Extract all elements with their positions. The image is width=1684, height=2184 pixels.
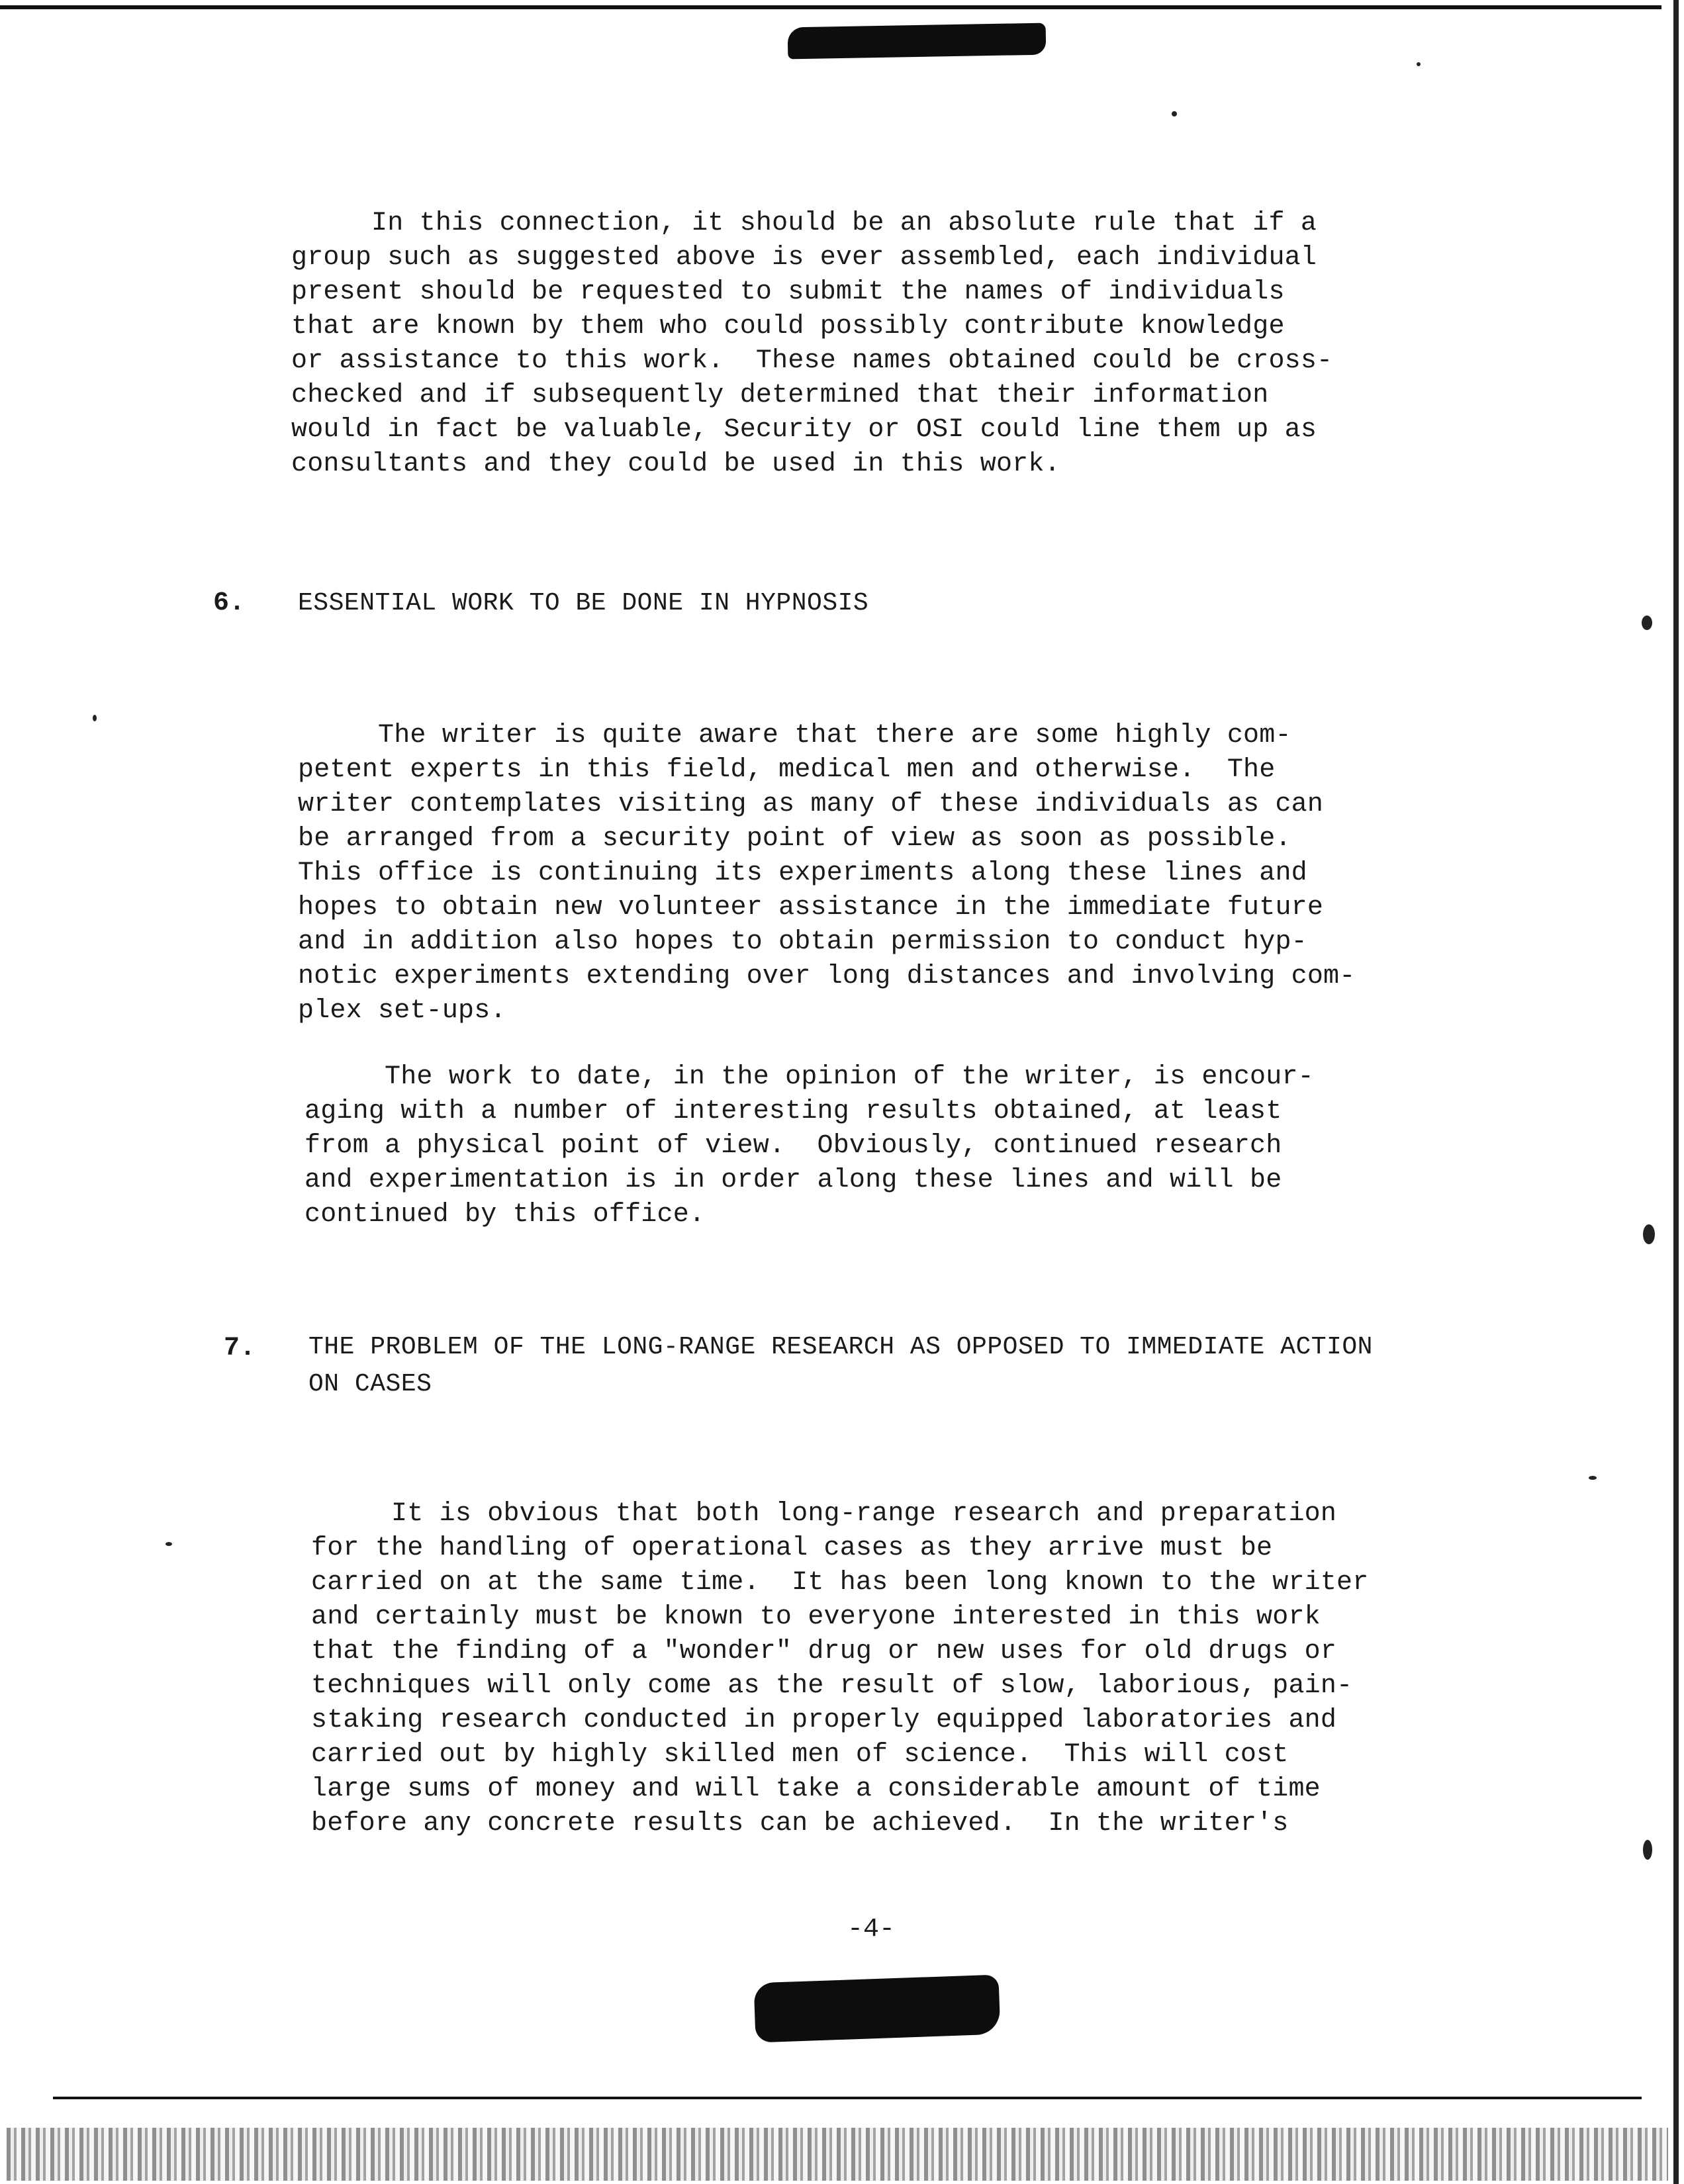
paragraph-line: and in addition also hopes to obtain permission to conduct hyp- xyxy=(298,927,1307,957)
paragraph-line: from a physical point of view. Obviously, continued research xyxy=(304,1131,1282,1161)
paragraph-line: that are known by them who could possibly contribute knowledge xyxy=(291,312,1285,341)
scan-speck xyxy=(1417,62,1421,66)
paragraph-line: This office is continuing its experiments along these lines and xyxy=(298,858,1307,888)
redaction-mark-bottom xyxy=(754,1975,1001,2043)
scan-speck xyxy=(1643,1840,1652,1860)
paragraph-line: aging with a number of interesting results obtained, at least xyxy=(304,1097,1282,1126)
paragraph-line: for the handling of operational cases as they arrive must be xyxy=(311,1533,1273,1563)
scan-speck xyxy=(1172,111,1177,116)
page-number: -4- xyxy=(847,1915,896,1944)
paragraph-line: carried on at the same time. It has been long known to the writer xyxy=(311,1568,1369,1598)
section-number: 7. xyxy=(224,1334,256,1363)
paragraph-line: The work to date, in the opinion of the writer, is encour- xyxy=(304,1062,1314,1092)
section-heading-continued: ON CASES xyxy=(308,1370,432,1398)
paragraph-line: The writer is quite aware that there are some highly com- xyxy=(298,721,1291,751)
paragraph-line: petent experts in this field, medical men and otherwise. The xyxy=(298,755,1276,785)
paragraph-line: would in fact be valuable, Security or OSI could line them up as xyxy=(291,415,1317,445)
redaction-mark-top xyxy=(788,23,1047,60)
paragraph-line: consultants and they could be used in this work. xyxy=(291,449,1060,479)
right-edge-scan-border xyxy=(1673,0,1679,2184)
section-heading: THE PROBLEM OF THE LONG-RANGE RESEARCH AS OPPOSED TO IMMEDIATE ACTION xyxy=(308,1333,1373,1361)
paragraph-line: large sums of money and will take a considerable amount of time xyxy=(311,1774,1321,1804)
paragraph-line: It is obvious that both long-range research and preparation xyxy=(311,1499,1337,1529)
paragraph-line: notic experiments extending over long distances and involving com- xyxy=(298,962,1356,991)
paragraph-line: or assistance to this work. These names obtained could be cross- xyxy=(291,346,1333,376)
scan-speck xyxy=(165,1542,172,1546)
paragraph-line: and experimentation is in order along these lines and will be xyxy=(304,1165,1282,1195)
top-rule xyxy=(0,5,1661,9)
paragraph-line: checked and if subsequently determined that their information xyxy=(291,381,1269,410)
paragraph-line: group such as suggested above is ever assembled, each individual xyxy=(291,243,1317,273)
section-number: 6. xyxy=(213,588,246,618)
scan-speck xyxy=(1642,615,1652,630)
paragraph-line: before any concrete results can be achieved. In the writer's xyxy=(311,1809,1289,1839)
section-heading: ESSENTIAL WORK TO BE DONE IN HYPNOSIS xyxy=(298,589,869,617)
paragraph-line: present should be requested to submit the names of individuals xyxy=(291,277,1285,307)
paragraph-line: and certainly must be known to everyone interested in this work xyxy=(311,1602,1321,1632)
bottom-rule xyxy=(53,2097,1642,2099)
scan-speck xyxy=(93,715,97,721)
paragraph-line: writer contemplates visiting as many of these individuals as can xyxy=(298,790,1324,819)
paragraph-line: be arranged from a security point of view as soon as possible. xyxy=(298,824,1291,854)
paragraph-line: carried out by highly skilled men of science. This will cost xyxy=(311,1740,1289,1770)
scan-speck xyxy=(1589,1476,1597,1480)
scan-noise-strip xyxy=(7,2128,1668,2181)
paragraph-line: hopes to obtain new volunteer assistance in the immediate future xyxy=(298,893,1324,923)
paragraph-line: staking research conducted in properly equipped laboratories and xyxy=(311,1706,1337,1735)
paragraph-line: techniques will only come as the result of slow, laborious, pain- xyxy=(311,1671,1353,1701)
paragraph-line: plex set-ups. xyxy=(298,996,506,1026)
paragraph-line: that the finding of a "wonder" drug or new uses for old drugs or xyxy=(311,1637,1337,1666)
paragraph-line: In this connection, it should be an absolute rule that if a xyxy=(291,208,1317,238)
paragraph-line: continued by this office. xyxy=(304,1200,706,1230)
scan-speck xyxy=(1643,1224,1655,1244)
